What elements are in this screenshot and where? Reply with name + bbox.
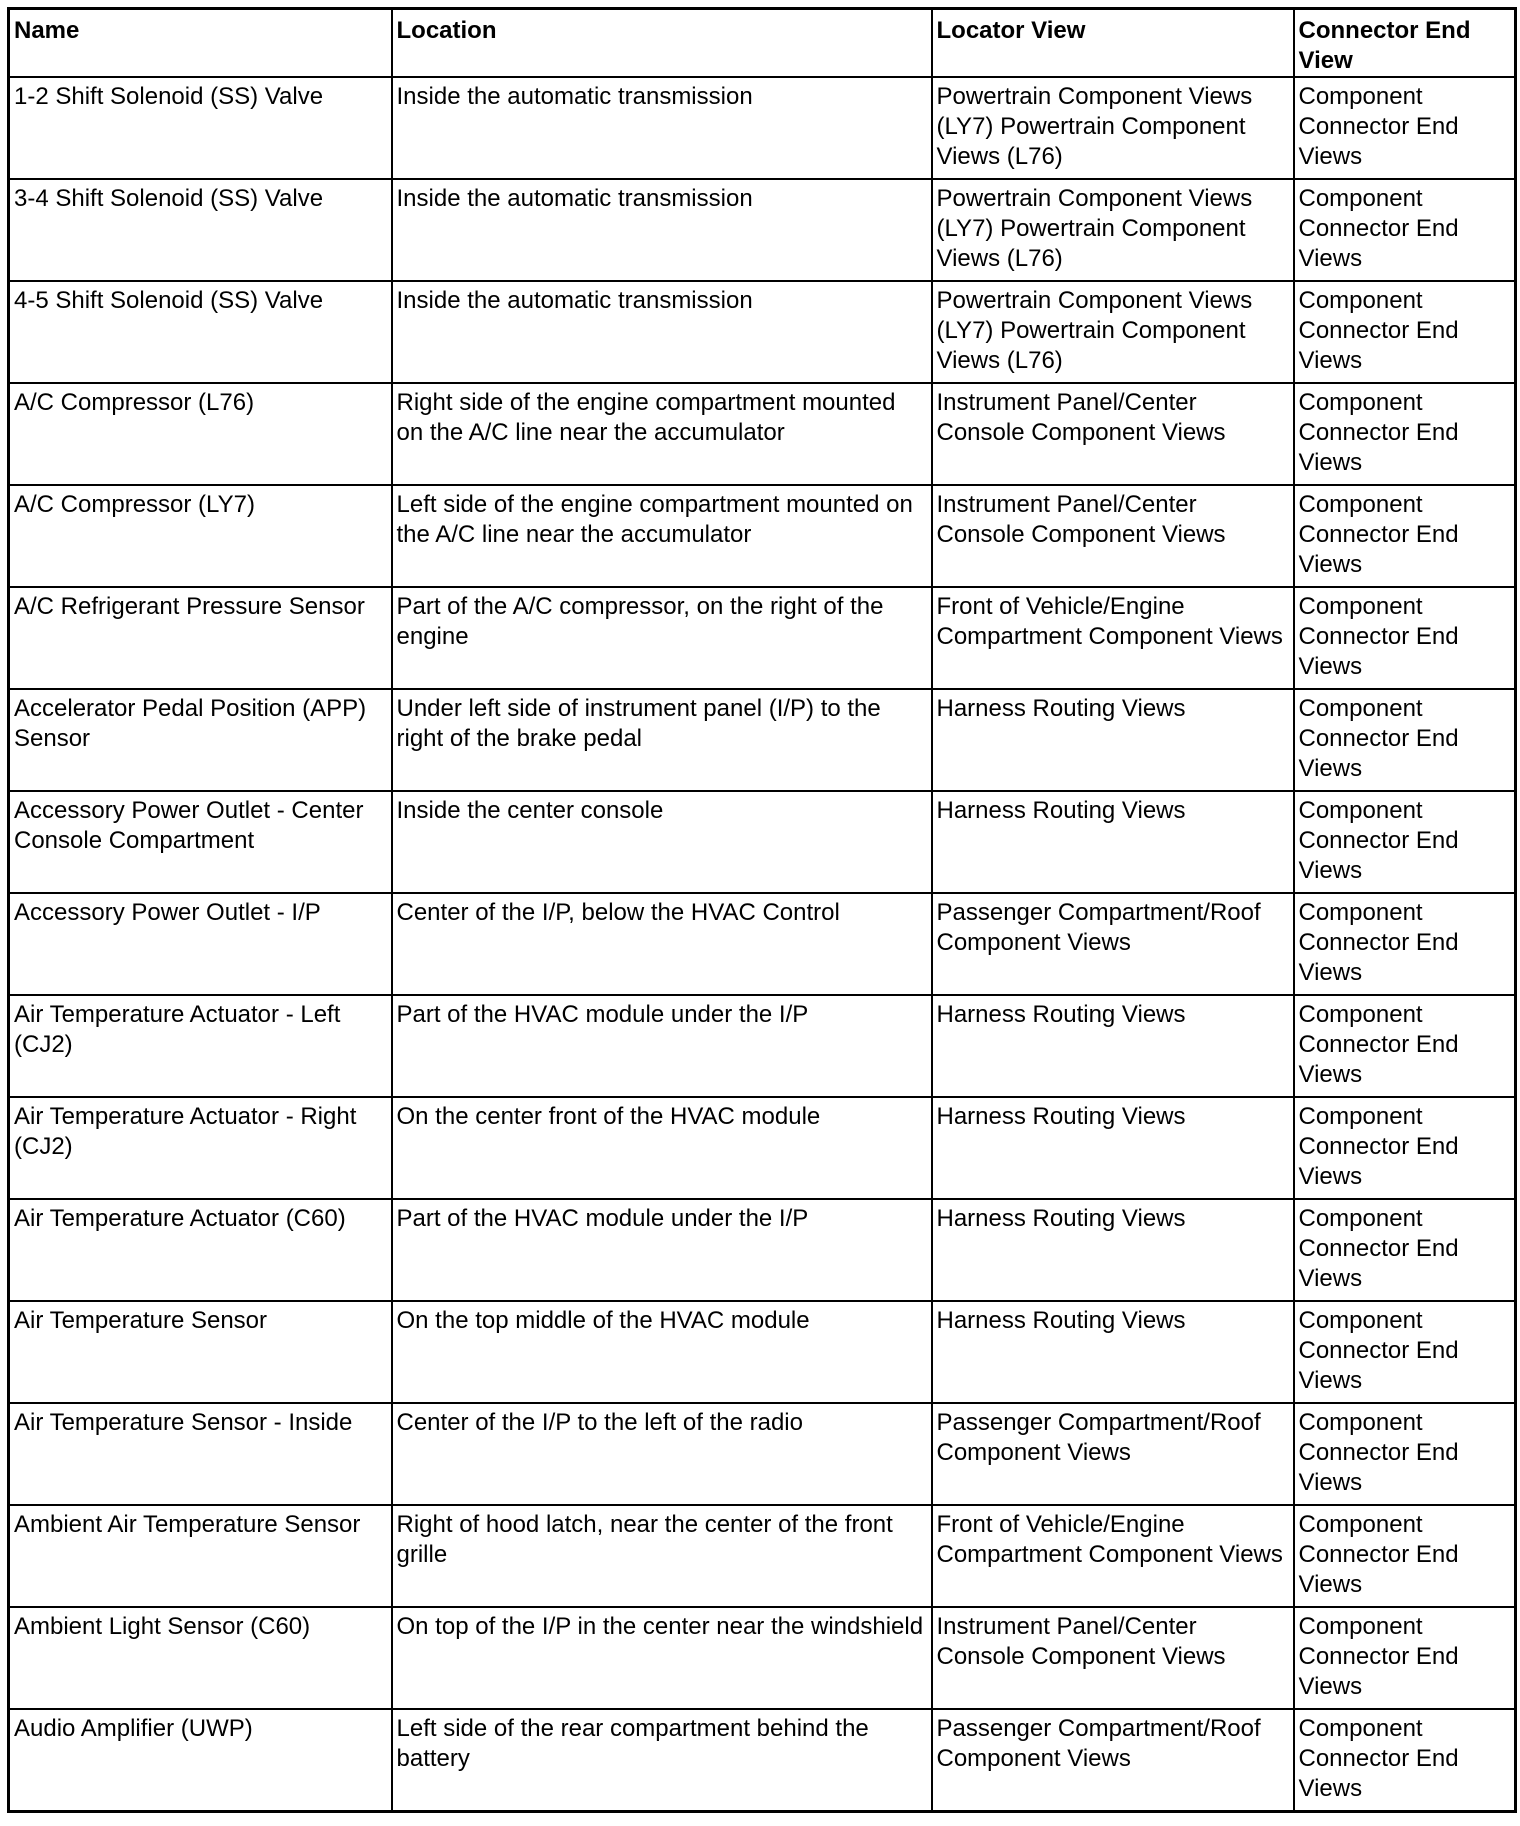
cell-location: Part of the HVAC module under the I/P (392, 995, 932, 1097)
cell-location: Left side of the engine compartment mounted on the A/C line near the accumulator (392, 485, 932, 587)
cell-locator-view: Harness Routing Views (932, 1199, 1294, 1301)
component-locator-table (7, 7, 1517, 1813)
cell-connector-end-view: Component Connector End Views (1294, 1403, 1516, 1505)
cell-connector-end-view: Component Connector End Views (1294, 485, 1516, 587)
cell-location: Center of the I/P to the left of the radio (392, 1403, 932, 1505)
cell-connector-end-view: Component Connector End Views (1294, 791, 1516, 893)
cell-location: Part of the HVAC module under the I/P (392, 1199, 932, 1301)
cell-locator-view: Instrument Panel/Center Console Component Views (932, 1607, 1294, 1709)
table-row (9, 689, 1516, 791)
cell-locator-view: Harness Routing Views (932, 689, 1294, 791)
cell-connector-end-view: Component Connector End Views (1294, 1505, 1516, 1607)
cell-location: On top of the I/P in the center near the windshield (392, 1607, 932, 1709)
cell-location: On the center front of the HVAC module (392, 1097, 932, 1199)
cell-locator-view: Harness Routing Views (932, 995, 1294, 1097)
table-row (9, 1709, 1516, 1811)
cell-name: 1-2 Shift Solenoid (SS) Valve (9, 77, 392, 179)
cell-name: Audio Amplifier (UWP) (9, 1709, 392, 1811)
cell-name: Accessory Power Outlet - Center Console Compartment (9, 791, 392, 893)
cell-location: Part of the A/C compressor, on the right of the engine (392, 587, 932, 689)
cell-locator-view: Front of Vehicle/Engine Compartment Component Views (932, 587, 1294, 689)
cell-name: Air Temperature Sensor - Inside (9, 1403, 392, 1505)
cell-name: Ambient Air Temperature Sensor (9, 1505, 392, 1607)
header-location: Location (392, 9, 932, 78)
cell-connector-end-view: Component Connector End Views (1294, 281, 1516, 383)
cell-name: Air Temperature Sensor (9, 1301, 392, 1403)
table-row (9, 77, 1516, 179)
cell-connector-end-view: Component Connector End Views (1294, 1097, 1516, 1199)
cell-location: On the top middle of the HVAC module (392, 1301, 932, 1403)
cell-location: Inside the automatic transmission (392, 281, 932, 383)
cell-locator-view: Powertrain Component Views (LY7) Powertrain Component Views (L76) (932, 77, 1294, 179)
cell-locator-view: Instrument Panel/Center Console Component Views (932, 383, 1294, 485)
cell-name: 4-5 Shift Solenoid (SS) Valve (9, 281, 392, 383)
header-row (9, 9, 1516, 78)
cell-connector-end-view: Component Connector End Views (1294, 1199, 1516, 1301)
header-locator-view: Locator View (932, 9, 1294, 78)
table-row (9, 587, 1516, 689)
cell-locator-view: Powertrain Component Views (LY7) Powertrain Component Views (L76) (932, 281, 1294, 383)
cell-locator-view: Harness Routing Views (932, 1301, 1294, 1403)
cell-locator-view: Front of Vehicle/Engine Compartment Component Views (932, 1505, 1294, 1607)
cell-connector-end-view: Component Connector End Views (1294, 893, 1516, 995)
table-row (9, 893, 1516, 995)
cell-connector-end-view: Component Connector End Views (1294, 179, 1516, 281)
table-row (9, 1097, 1516, 1199)
cell-location: Center of the I/P, below the HVAC Control (392, 893, 932, 995)
cell-location: Right side of the engine compartment mounted on the A/C line near the accumulator (392, 383, 932, 485)
table-row (9, 485, 1516, 587)
table-row (9, 995, 1516, 1097)
table-row (9, 1403, 1516, 1505)
cell-connector-end-view: Component Connector End Views (1294, 689, 1516, 791)
cell-name: Air Temperature Actuator - Right (CJ2) (9, 1097, 392, 1199)
cell-connector-end-view: Component Connector End Views (1294, 77, 1516, 179)
cell-connector-end-view: Component Connector End Views (1294, 587, 1516, 689)
cell-name: A/C Refrigerant Pressure Sensor (9, 587, 392, 689)
table-row (9, 1607, 1516, 1709)
table-row (9, 1505, 1516, 1607)
cell-locator-view: Passenger Compartment/Roof Component Views (932, 1709, 1294, 1811)
table-body (9, 77, 1516, 1811)
cell-location: Left side of the rear compartment behind the battery (392, 1709, 932, 1811)
cell-name: Ambient Light Sensor (C60) (9, 1607, 392, 1709)
table-header (9, 9, 1516, 78)
cell-locator-view: Instrument Panel/Center Console Component Views (932, 485, 1294, 587)
table-row (9, 383, 1516, 485)
cell-name: Accelerator Pedal Position (APP) Sensor (9, 689, 392, 791)
table-row (9, 179, 1516, 281)
cell-location: Inside the automatic transmission (392, 77, 932, 179)
cell-connector-end-view: Component Connector End Views (1294, 1709, 1516, 1811)
cell-connector-end-view: Component Connector End Views (1294, 1607, 1516, 1709)
cell-name: Air Temperature Actuator - Left (CJ2) (9, 995, 392, 1097)
component-locator-table-container (7, 7, 1514, 1813)
cell-name: Accessory Power Outlet - I/P (9, 893, 392, 995)
cell-location: Inside the automatic transmission (392, 179, 932, 281)
header-connector-end-view: Connector End View (1294, 9, 1516, 78)
cell-name: 3-4 Shift Solenoid (SS) Valve (9, 179, 392, 281)
cell-location: Under left side of instrument panel (I/P) to the right of the brake pedal (392, 689, 932, 791)
cell-location: Inside the center console (392, 791, 932, 893)
table-row (9, 1301, 1516, 1403)
table-row (9, 1199, 1516, 1301)
cell-name: Air Temperature Actuator (C60) (9, 1199, 392, 1301)
cell-locator-view: Harness Routing Views (932, 1097, 1294, 1199)
table-row (9, 281, 1516, 383)
cell-location: Right of hood latch, near the center of the front grille (392, 1505, 932, 1607)
cell-connector-end-view: Component Connector End Views (1294, 383, 1516, 485)
cell-locator-view: Harness Routing Views (932, 791, 1294, 893)
cell-name: A/C Compressor (L76) (9, 383, 392, 485)
cell-locator-view: Passenger Compartment/Roof Component Views (932, 1403, 1294, 1505)
cell-connector-end-view: Component Connector End Views (1294, 995, 1516, 1097)
cell-name: A/C Compressor (LY7) (9, 485, 392, 587)
header-name: Name (9, 9, 392, 78)
cell-locator-view: Powertrain Component Views (LY7) Powertrain Component Views (L76) (932, 179, 1294, 281)
cell-connector-end-view: Component Connector End Views (1294, 1301, 1516, 1403)
table-row (9, 791, 1516, 893)
cell-locator-view: Passenger Compartment/Roof Component Views (932, 893, 1294, 995)
